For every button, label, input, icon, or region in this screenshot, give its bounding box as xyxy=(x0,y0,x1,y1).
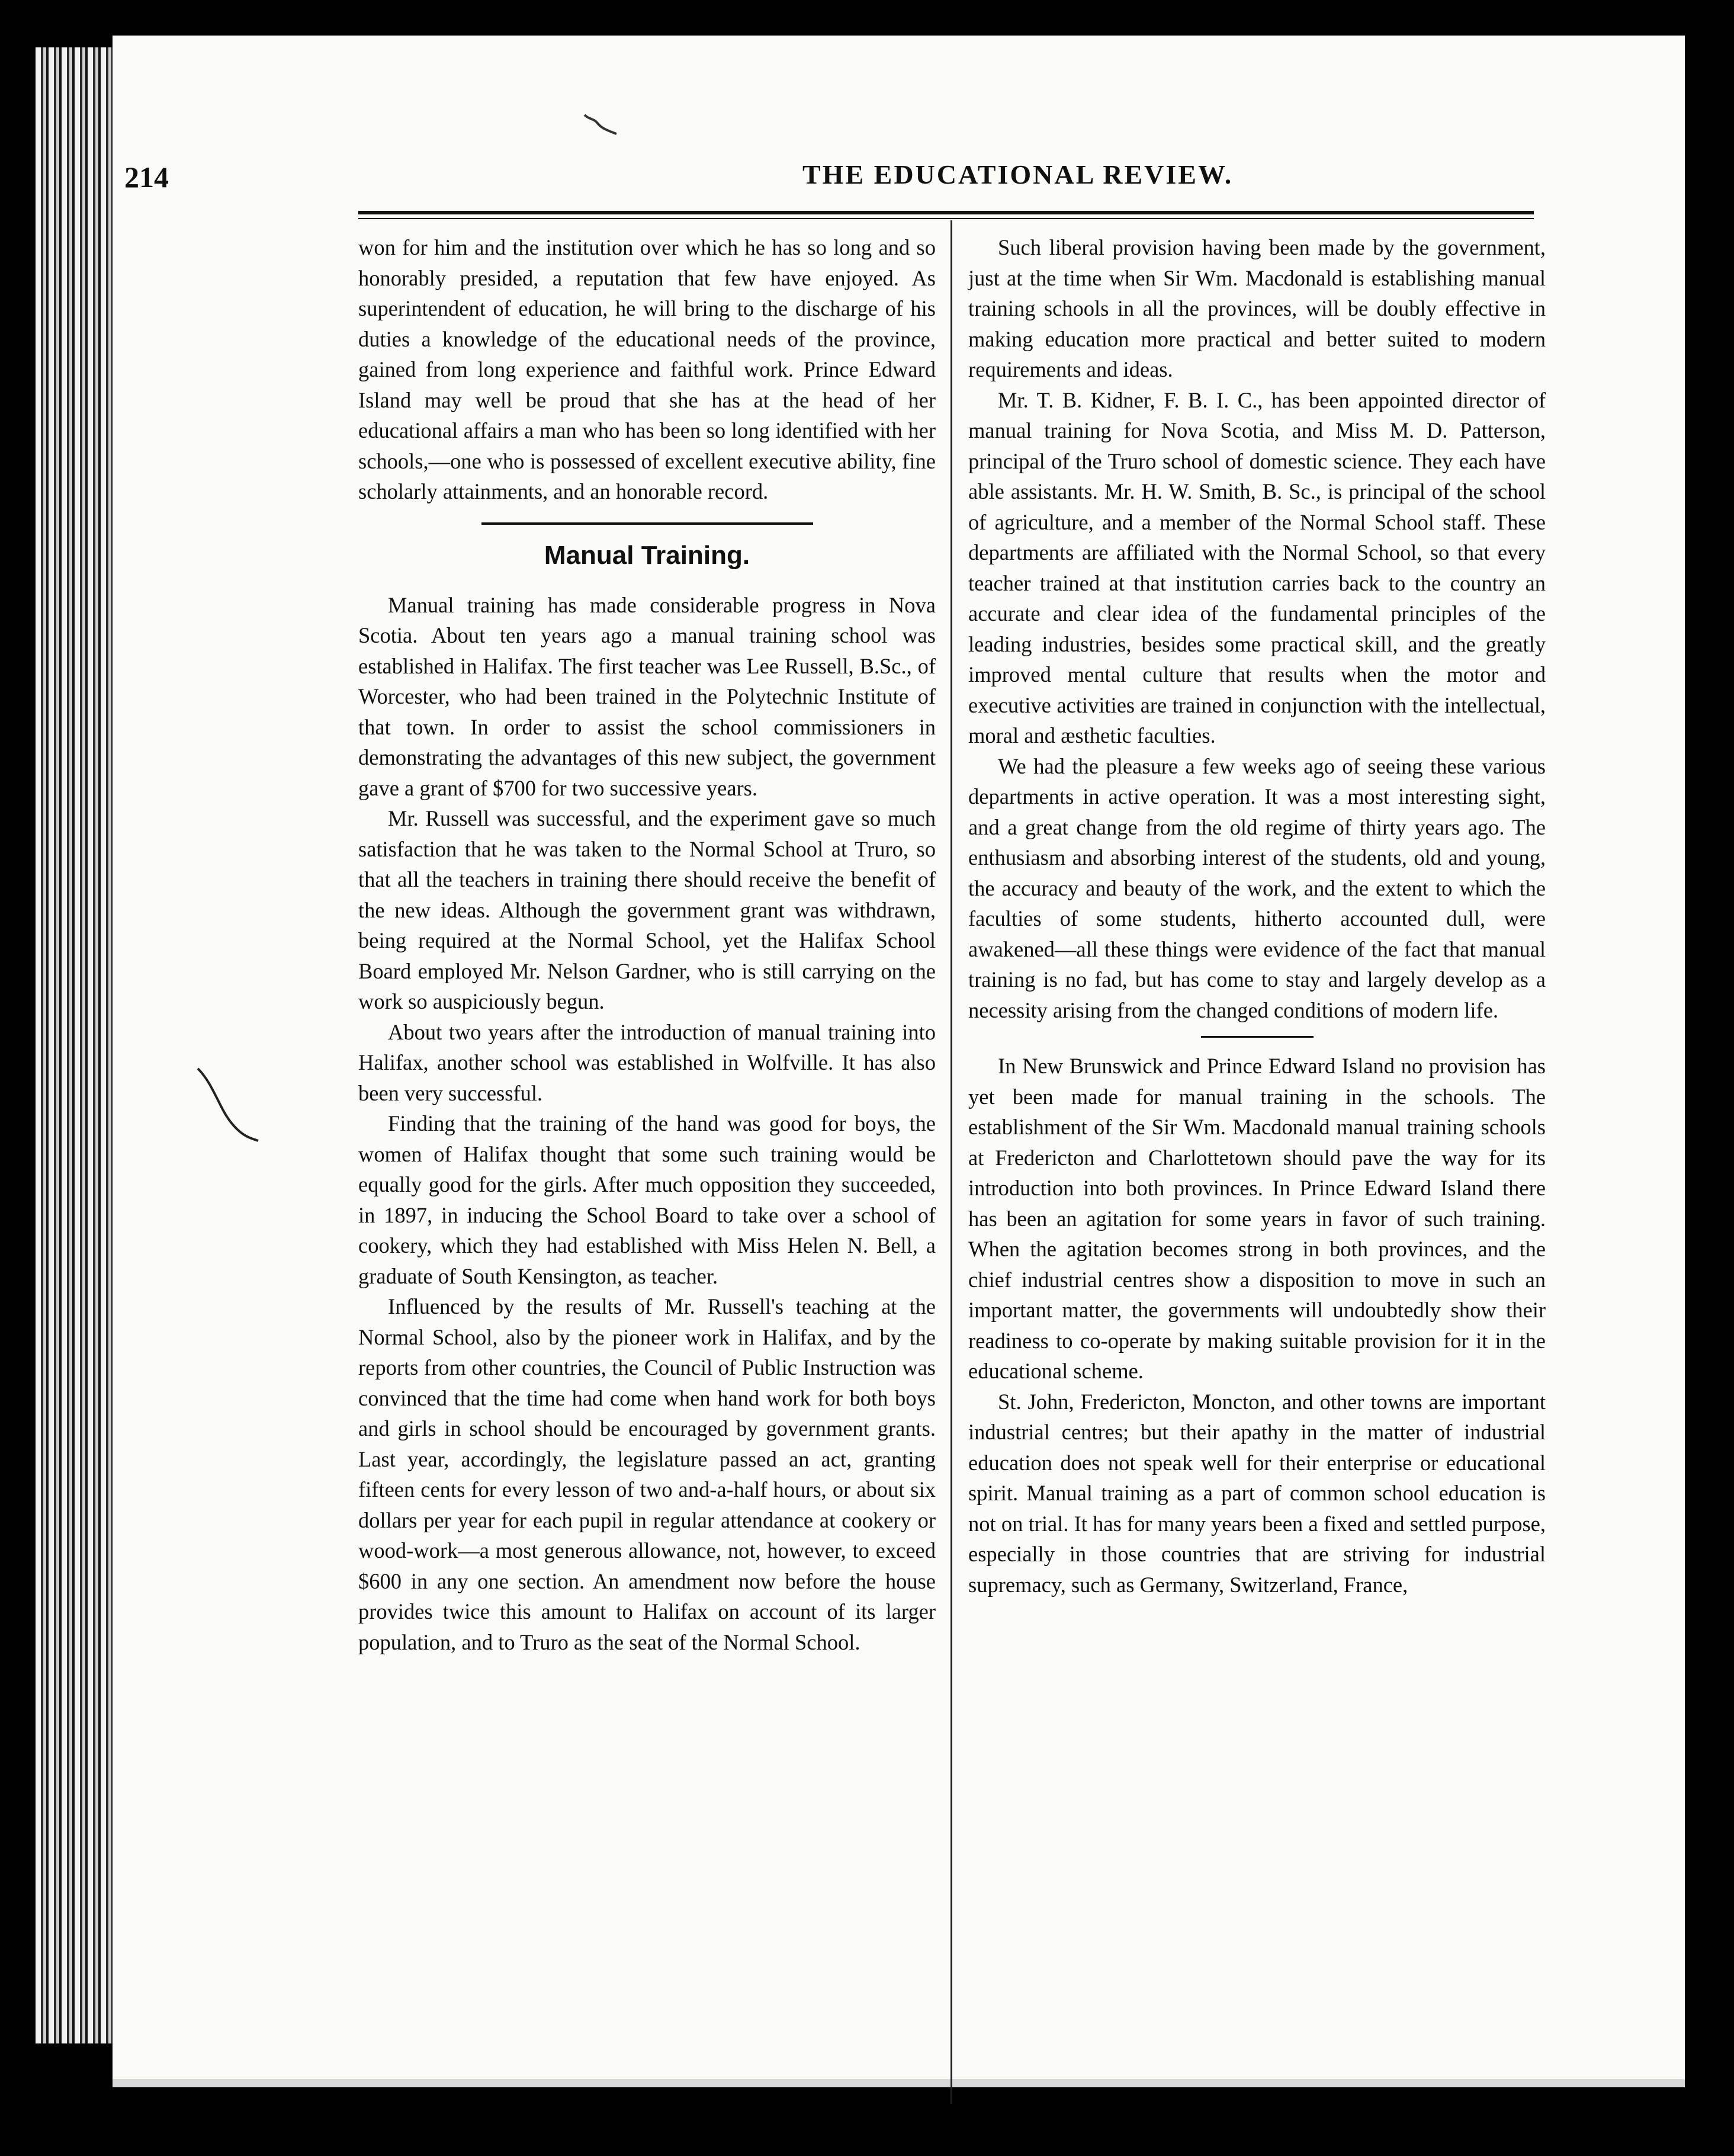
running-head: THE EDUCATIONAL REVIEW. xyxy=(802,159,1234,190)
section-rule xyxy=(481,522,813,525)
continued-paragraph: won for him and the institution over which he has so long and so honorably presided, a reputation that few have enjoyed. As superintendent of education, he will bring to the discharge of his duties a knowledge of the educational needs of the province, gained from long experience and faithful work. Prince Edward Island may well be proud that she has at the head of her educational affairs a man who has been so long identified with her schools,—one who is possessed of excellent executive ability, fine scholarly attainments, and an honorable record. xyxy=(358,235,936,503)
book-page-edges xyxy=(36,47,113,2043)
paragraph: Finding that the training of the hand was good for boys, the women of Halifax thought that some such training would be equally good for the girls. After much opposition they succeeded, in 1897, in inducing the School Board to take over a school of cookery, which they had established with Miss Helen N. Bell, a graduate of South Kensington, as teacher. xyxy=(358,1111,936,1288)
paragraph: Mr. T. B. Kidner, F. B. I. C., has been appointed director of manual training for Nova Scotia, and Miss M. D. Patterson, principal of the Truro school of domestic science. They each have able assistants. Mr. H. W. Smith, B. Sc., is principal of the school of agriculture, and a member of the Normal School staff. These departments are affiliated with the Normal School, so that every teacher trained at that institution carries back to the country an accurate and clear idea of the fundamental principles of the leading industries, besides some practical skill, and the greatly improved mental culture that results when the motor and executive activities are trained in conjunction with the intellectual, moral and æsthetic faculties. xyxy=(968,387,1546,747)
paragraph: Manual training has made considerable progress in Nova Scotia. About ten years ago a manual training school was established in Halifax. The first teacher was Lee Russell, B.Sc., of Worcester, who had been trained in the Polytechnic Institute of that town. In order to assist the school commissioners in demonstrating the advantages of this new subject, the government gave a grant of $700 for two successive years. xyxy=(358,592,936,800)
paragraph: St. John, Fredericton, Moncton, and other towns are important industrial centres; but their apathy in the matter of industrial education does not speak well for their enterprise or educational spirit. Manual training as a part of common school education is not on trial. It has for many years been a fixed and settled purpose, especially in those countries that are striving for industrial supremacy, such as Germany, Switzerland, France, xyxy=(968,1389,1546,1597)
page-bottom-edge xyxy=(113,2079,1685,2087)
section-separator-rule xyxy=(1201,1036,1314,1038)
header-rule-thin xyxy=(358,218,1534,219)
section-title: Manual Training. xyxy=(544,540,750,570)
left-column xyxy=(358,232,936,1657)
page-number: 214 xyxy=(124,161,169,194)
header-rule-thick xyxy=(358,211,1534,214)
margin-pencil-mark xyxy=(195,1066,261,1143)
paragraph: About two years after the introduction of manual training into Halifax, another school was established in Wolfville. It has also been very successful. xyxy=(358,1019,936,1105)
paragraph: Influenced by the results of Mr. Russell's teaching at the Normal School, also by the pioneer work in Halifax, and by the reports from other countries, the Council of Public Instruction was convinced that the time had come when hand work for both boys and girls in school should be encouraged by government grants. Last year, accordingly, the legislature passed an act, granting fifteen cents for every lesson of two and-a-half hours, or about six dollars per year for each pupil in regular attendance at cookery or wood-work—a most generous allowance, not, however, to exceed $600 in any one section. An amendment now before the house provides twice this amount to Halifax on account of its larger population, and to Truro as the seat of the Normal School. xyxy=(358,1294,936,1654)
paragraph: We had the pleasure a few weeks ago of seeing these various departments in active operation. It was a most interesting sight, and a great change from the old regime of thirty years ago. The enthusiasm and absorbing interest of the students, old and young, the accuracy and beauty of the work, and the extent to which the faculties of some students, hitherto accounted dull, were awakened—all these things were evidence of the fact that manual training is no fad, but has come to stay and largely develop as a necessity arising from the changed conditions of modern life. xyxy=(968,753,1546,1022)
paragraph: Such liberal provision having been made by the government, just at the time when Sir Wm. Macdonald is establishing manual training schools in all the provinces, will be doubly effective in making education more practical and better suited to modern requirements and ideas. xyxy=(968,235,1546,381)
paragraph: In New Brunswick and Prince Edward Island no provision has yet been made for manual training in the schools. The establishment of the Sir Wm. Macdonald manual training schools at Fredericton and Charlottetown should pave the way for its introduction into both provinces. In Prince Edward Island there has been an agitation for some years in favor of such training. When the agitation becomes strong in both provinces, and the chief industrial centres show a disposition to move in such an important matter, the governments will undoubtedly show their readiness to co-operate by making suitable provision for it in the educational scheme. xyxy=(968,1054,1546,1383)
column-divider xyxy=(951,220,952,2104)
paragraph: Mr. Russell was successful, and the experiment gave so much satisfaction that he was taken to the Normal School at Truro, so that all the teachers in training there should receive the benefit of the new ideas. Although the government grant was withdrawn, being required at the Normal School, yet the Halifax School Board employed Mr. Nelson Gardner, who is still carrying on the work so auspiciously begun. xyxy=(358,806,936,1013)
stray-ink-mark xyxy=(583,113,619,136)
right-column xyxy=(968,232,1546,1600)
